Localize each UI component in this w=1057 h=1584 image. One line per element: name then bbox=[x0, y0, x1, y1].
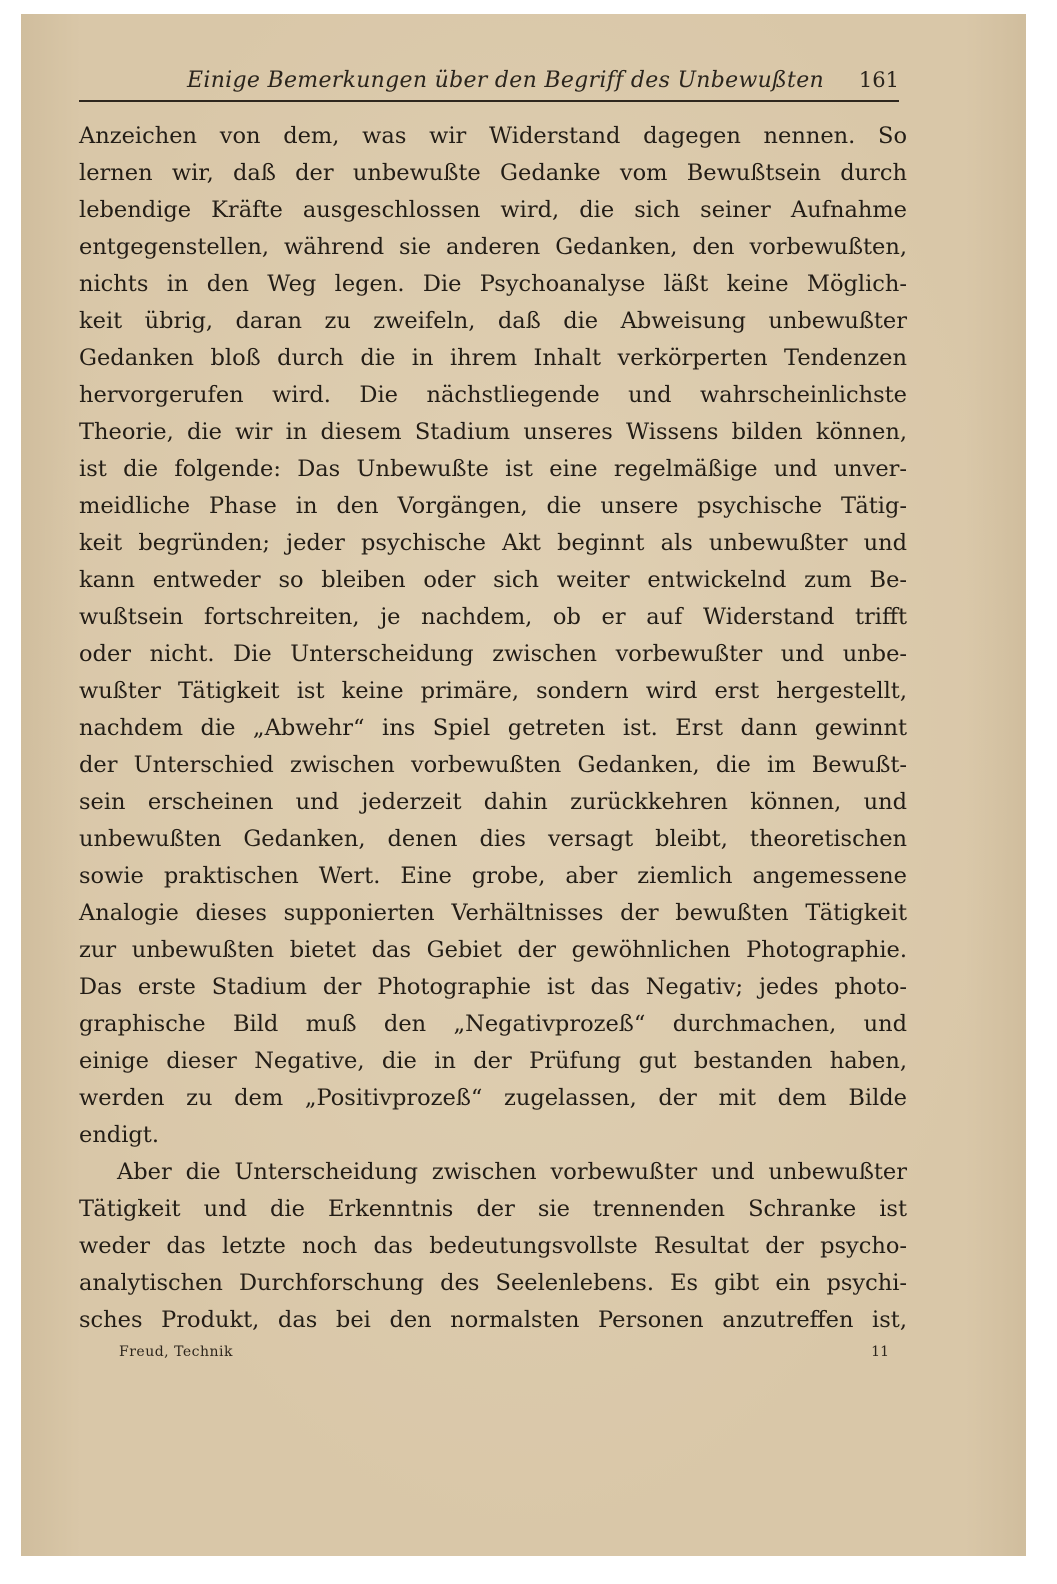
book-page bbox=[21, 14, 1026, 1556]
text-line: einige dieser Negative, die in der Prüfung gut bestanden haben, bbox=[79, 1048, 907, 1074]
text-line: analytischen Durchforschung des Seelenlebens. Es gibt ein psychi- bbox=[79, 1270, 907, 1296]
text-line: oder nicht. Die Unterscheidung zwischen vorbewußter und unbe- bbox=[79, 641, 907, 667]
sheet-number: 11 bbox=[871, 1344, 889, 1360]
text-line: unbewußten Gedanken, denen dies versagt bleibt, theoretischen bbox=[79, 826, 907, 852]
body-text bbox=[79, 118, 907, 1339]
signature-mark: Freud, Technik bbox=[119, 1344, 233, 1360]
text-line: lebendige Kräfte ausgeschlossen wird, die sich seiner Aufnahme bbox=[79, 197, 907, 223]
text-line: der Unterschied zwischen vorbewußten Gedanken, die im Bewußt- bbox=[79, 752, 907, 778]
text-line: meidliche Phase in den Vorgängen, die unsere psychische Tätig- bbox=[79, 493, 907, 519]
text-line: kann entweder so bleiben oder sich weiter entwickelnd zum Be- bbox=[79, 567, 907, 593]
text-line: keit begründen; jeder psychische Akt beginnt als unbewußter und bbox=[79, 530, 907, 556]
paragraph-2 bbox=[79, 1154, 907, 1339]
text-line: sein erscheinen und jederzeit dahin zurückkehren können, und bbox=[79, 789, 907, 815]
text-line: wußtsein fortschreiten, je nachdem, ob er auf Widerstand trifft bbox=[79, 604, 907, 630]
text-line: endigt. bbox=[79, 1122, 160, 1148]
page-number: 161 bbox=[858, 68, 899, 92]
text-line: entgegenstellen, während sie anderen Gedanken, den vorbewußten, bbox=[79, 234, 907, 260]
text-line: Anzeichen von dem, was wir Widerstand dagegen nennen. So bbox=[79, 123, 907, 149]
text-line: zur unbewußten bietet das Gebiet der gewöhnlichen Photographie. bbox=[79, 937, 907, 963]
text-line: werden zu dem „Positivprozeß“ zugelassen, der mit dem Bilde bbox=[79, 1085, 907, 1111]
text-line: Das erste Stadium der Photographie ist das Negativ; jedes photo- bbox=[79, 974, 907, 1000]
text-line: Analogie dieses supponierten Verhältnisses der bewußten Tätigkeit bbox=[79, 900, 907, 926]
text-line: ist die folgende: Das Unbewußte ist eine regelmäßige und unver- bbox=[79, 456, 907, 482]
text-line: sowie praktischen Wert. Eine grobe, aber ziemlich angemessene bbox=[79, 863, 907, 889]
text-line: weder das letzte noch das bedeutungsvollste Resultat der psycho- bbox=[79, 1233, 907, 1259]
text-line: graphische Bild muß den „Negativprozeß“ durchmachen, und bbox=[79, 1011, 907, 1037]
text-line: lernen wir, daß der unbewußte Gedanke vom Bewußtsein durch bbox=[79, 160, 907, 186]
text-line: sches Produkt, das bei den normalsten Personen anzutreffen ist, bbox=[79, 1307, 907, 1333]
paragraph-1 bbox=[79, 118, 907, 1154]
text-line: Gedanken bloß durch die in ihrem Inhalt verkörperten Tendenzen bbox=[79, 345, 907, 371]
header-rule bbox=[79, 100, 899, 102]
text-line: Theorie, die wir in diesem Stadium unseres Wissens bilden können, bbox=[79, 419, 907, 445]
text-line: keit übrig, daran zu zweifeln, daß die Abweisung unbewußter bbox=[79, 308, 907, 334]
text-line: nichts in den Weg legen. Die Psychoanalyse läßt keine Möglich- bbox=[79, 271, 907, 297]
running-title: Einige Bemerkungen über den Begriff des Unbewußten bbox=[187, 68, 824, 93]
text-line: hervorgerufen wird. Die nächstliegende und wahrscheinlichste bbox=[79, 382, 907, 408]
page-footer bbox=[119, 1344, 889, 1368]
text-line: nachdem die „Abwehr“ ins Spiel getreten ist. Erst dann gewinnt bbox=[79, 715, 907, 741]
text-line: wußter Tätigkeit ist keine primäre, sondern wird erst hergestellt, bbox=[79, 678, 907, 704]
text-line: Aber die Unterscheidung zwischen vorbewußter und unbewußter bbox=[117, 1159, 907, 1185]
text-line: Tätigkeit und die Erkenntnis der sie trennenden Schranke ist bbox=[79, 1196, 907, 1222]
